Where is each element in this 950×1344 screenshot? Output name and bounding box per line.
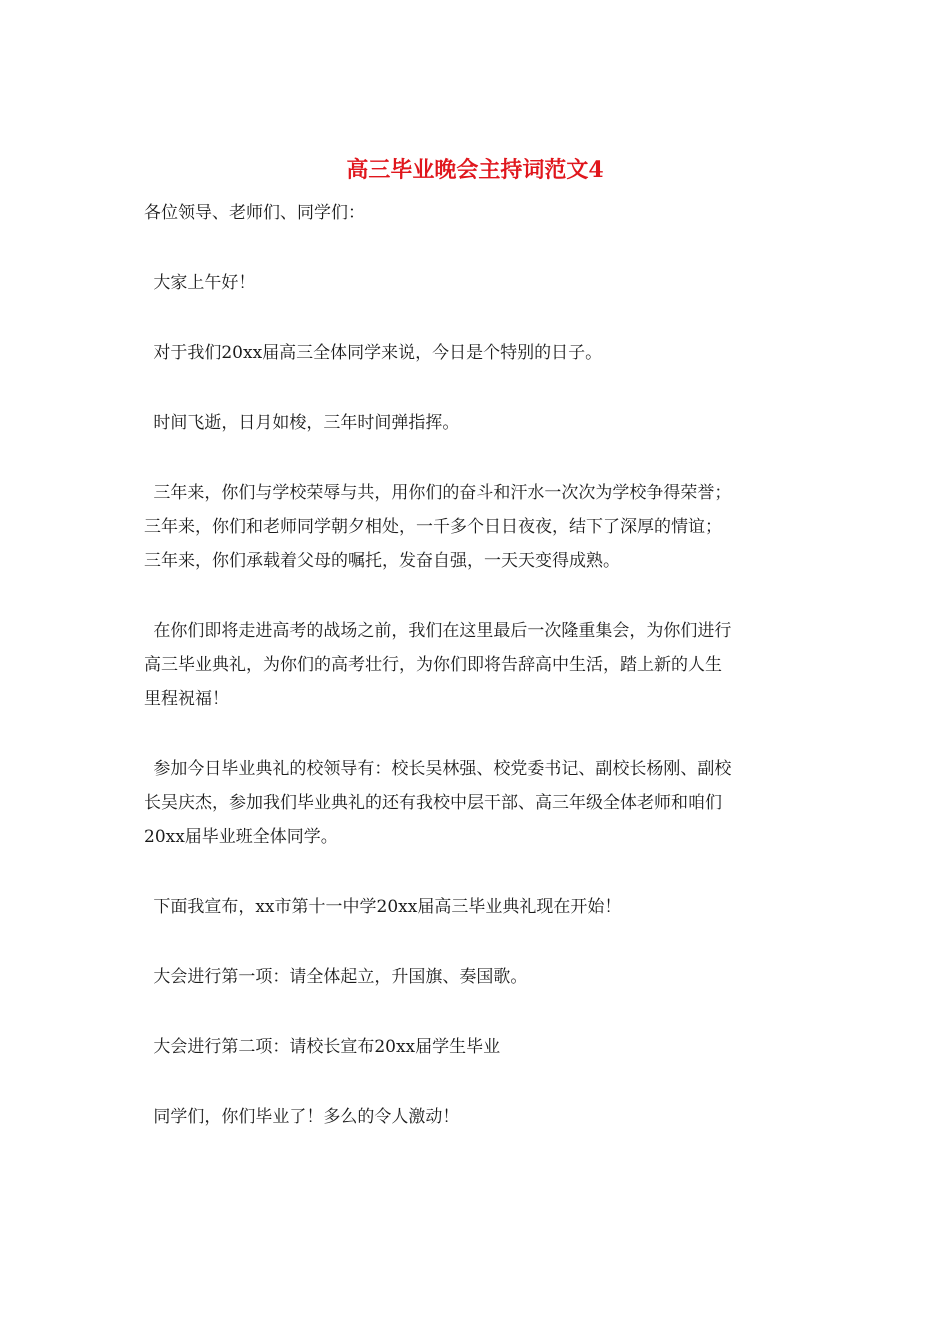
- paragraph-line: 大会进行第一项：请全体起立，升国旗、奏国歌。: [153, 967, 528, 987]
- paragraph-line: 高三毕业典礼，为你们的高考壮行，为你们即将告辞高中生活，踏上新的人生: [144, 655, 722, 675]
- paragraph-line: 大家上午好！: [153, 273, 256, 293]
- document-title: 高三毕业晚会主持词范文4: [346, 157, 604, 183]
- paragraph-line: 长吴庆杰，参加我们毕业典礼的还有我校中层干部、高三年级全体老师和咱们: [144, 793, 722, 813]
- paragraph-line: 下面我宣布，xx市第十一中学20xx届高三毕业典礼现在开始！: [153, 897, 622, 917]
- paragraph: [144, 406, 814, 440]
- paragraph-line: 参加今日毕业典礼的校领导有：校长吴林强、校党委书记、副校长杨刚、副校: [153, 759, 732, 779]
- paragraph: [144, 336, 814, 370]
- paragraph-line: 大会进行第二项：请校长宣布20xx届学生毕业: [153, 1037, 501, 1057]
- paragraph: [144, 960, 814, 994]
- paragraph-line: 在你们即将走进高考的战场之前，我们在这里最后一次隆重集会，为你们进行: [153, 621, 732, 641]
- greeting-paragraph: [144, 196, 814, 230]
- paragraph: [144, 614, 814, 716]
- paragraph-line: 20xx届毕业班全体同学。: [144, 827, 338, 847]
- paragraph-line: 三年来，你们和老师同学朝夕相处，一千多个日日夜夜，结下了深厚的情谊；: [144, 517, 722, 537]
- paragraph-line: 里程祝福！: [144, 689, 229, 709]
- paragraph: [144, 1030, 814, 1064]
- paragraph-line: 三年来，你们与学校荣辱与共，用你们的奋斗和汗水一次次为学校争得荣誉；: [153, 483, 732, 503]
- paragraph: [144, 266, 814, 300]
- paragraph: [144, 1100, 814, 1134]
- paragraph: [144, 752, 814, 854]
- paragraph-line: 同学们，你们毕业了！多么的令人激动！: [153, 1107, 460, 1127]
- paragraph: [144, 476, 814, 578]
- paragraph-line: 对于我们20xx届高三全体同学来说，今日是个特别的日子。: [153, 343, 603, 363]
- paragraph: [144, 890, 814, 924]
- document-body: [144, 196, 814, 1170]
- paragraph-line: 时间飞逝，日月如梭，三年时间弹指挥。: [153, 413, 460, 433]
- greeting-line: 各位领导、老师们、同学们：: [144, 203, 365, 223]
- paragraph-line: 三年来，你们承载着父母的嘱托，发奋自强，一天天变得成熟。: [144, 551, 620, 571]
